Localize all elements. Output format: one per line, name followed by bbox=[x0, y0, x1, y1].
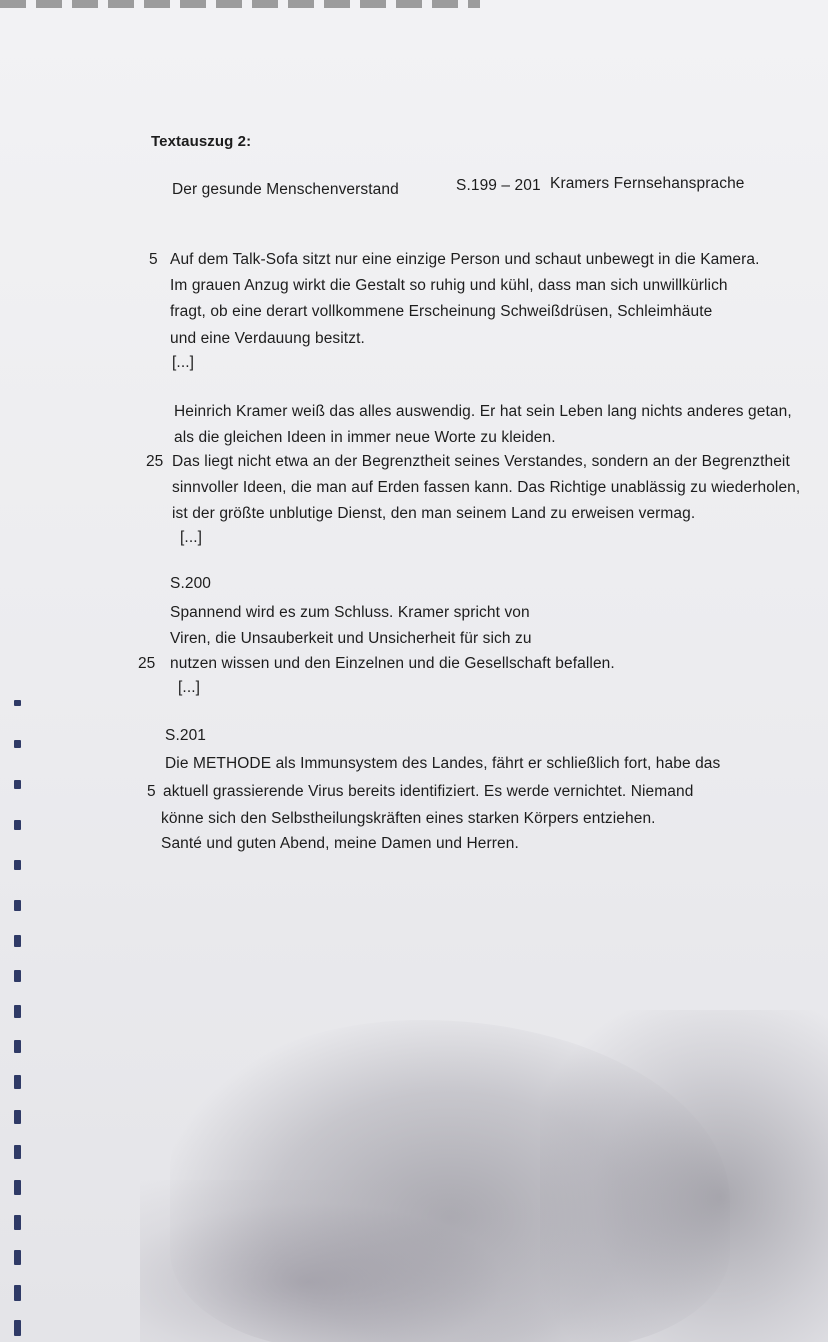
excerpt-heading: Textauszug 2: bbox=[151, 133, 252, 150]
line-number: 5 bbox=[147, 783, 156, 800]
text-line: Die METHODE als Immunsystem des Landes, fährt er schließlich fort, habe das bbox=[165, 755, 721, 772]
source-title: Der gesunde Menschenverstand bbox=[172, 181, 399, 198]
text-line: aktuell grassierende Virus bereits identifiziert. Es werde vernichtet. Niemand bbox=[163, 783, 694, 800]
text-line: Viren, die Unsauberkeit und Unsicherheit für sich zu bbox=[170, 630, 532, 647]
text-line: Das liegt nicht etwa an der Begrenztheit seines Verstandes, sondern an der Begrenztheit bbox=[172, 453, 790, 470]
text-line: Santé und guten Abend, meine Damen und Herren. bbox=[161, 835, 519, 852]
text-line: Auf dem Talk-Sofa sitzt nur eine einzige Person und schaut unbewegt in die Kamera. bbox=[170, 251, 760, 268]
text-line: Heinrich Kramer weiß das alles auswendig. Er hat sein Leben lang nichts anderes getan, bbox=[174, 403, 792, 420]
spiral-binding bbox=[14, 680, 32, 1342]
text-line: und eine Verdauung besitzt. bbox=[170, 330, 365, 347]
line-number: 25 bbox=[146, 453, 164, 470]
page-top-edge bbox=[0, 0, 480, 8]
text-line: Im grauen Anzug wirkt die Gestalt so ruhig und kühl, dass man sich unwillkürlich bbox=[170, 277, 728, 294]
text-line: sinnvoller Ideen, die man auf Erden fassen kann. Das Richtige unablässig zu wiederholen, bbox=[172, 479, 801, 496]
text-line: nutzen wissen und den Einzelnen und die Gesellschaft befallen. bbox=[170, 655, 615, 672]
page-reference: S.201 bbox=[165, 727, 207, 744]
source-pages: S.199 – 201 bbox=[456, 177, 541, 194]
text-line: Spannend wird es zum Schluss. Kramer spricht von bbox=[170, 604, 530, 621]
photo-shadow bbox=[170, 1020, 730, 1342]
photo-shadow bbox=[140, 1180, 560, 1342]
photo-shadow bbox=[540, 1010, 828, 1342]
ellipsis: [...] bbox=[178, 679, 201, 696]
line-number: 25 bbox=[138, 655, 156, 672]
text-line: ist der größte unblutige Dienst, den man seinem Land zu erweisen vermag. bbox=[172, 505, 696, 522]
ellipsis: [...] bbox=[180, 529, 203, 546]
text-line: könne sich den Selbstheilungskräften eines starken Körpers entziehen. bbox=[161, 810, 656, 827]
line-number: 5 bbox=[149, 251, 158, 268]
text-line: fragt, ob eine derart vollkommene Erscheinung Schweißdrüsen, Schleimhäute bbox=[170, 303, 713, 320]
ellipsis: [...] bbox=[172, 354, 195, 371]
page-reference: S.200 bbox=[170, 575, 212, 592]
text-line: als die gleichen Ideen in immer neue Worte zu kleiden. bbox=[174, 429, 556, 446]
source-chapter: Kramers Fernsehansprache bbox=[550, 175, 745, 192]
